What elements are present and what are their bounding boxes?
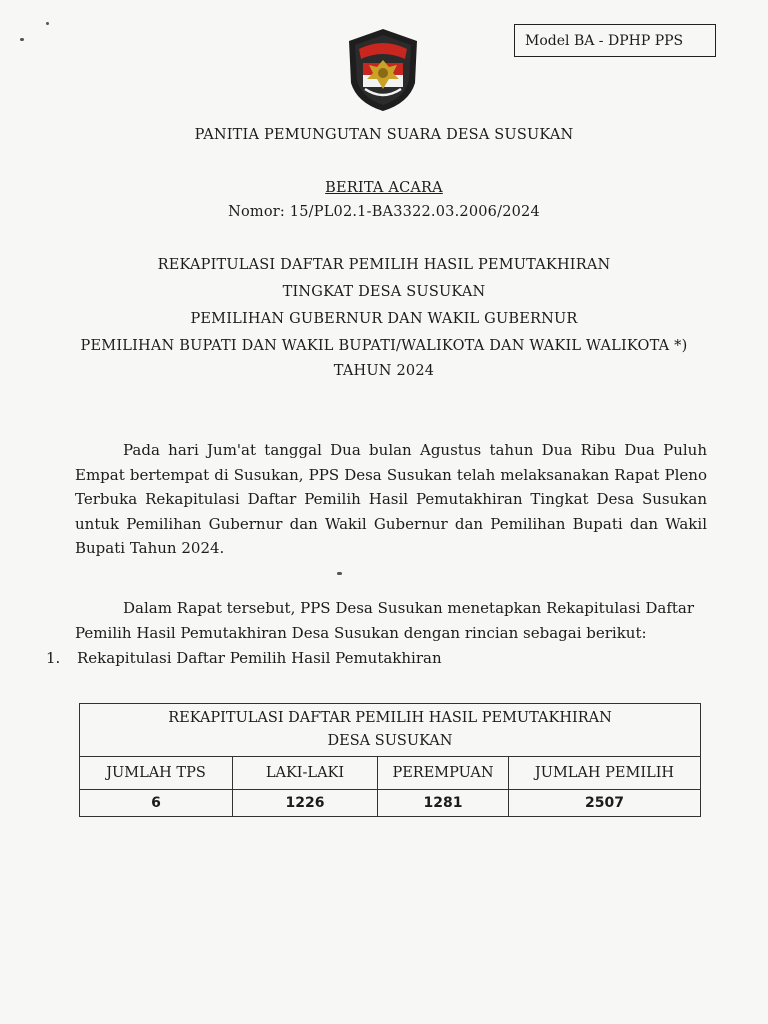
doc-type-wrap: [0, 180, 768, 196]
subject-line-4: PEMILIHAN BUPATI DAN WAKIL BUPATI/WALIKOTA DAN WAKIL WALIKOTA *): [80, 338, 688, 354]
model-label: Model BA - DPHP PPS: [525, 32, 684, 49]
header-laki-laki: LAKI-LAKI: [233, 757, 378, 790]
value-jumlah-pemilih: 2507: [509, 790, 701, 817]
table-title-line-1: REKAPITULASI DAFTAR PEMILIH HASIL PEMUTAKHIRAN: [168, 710, 612, 726]
table-title-row: [80, 704, 701, 757]
kpu-logo-icon: [343, 27, 423, 113]
subject-line-5: TAHUN 2024: [333, 363, 435, 379]
subject-line-3: PEMILIHAN GUBERNUR DAN WAKIL GUBERNUR: [190, 311, 578, 327]
table-row: [80, 790, 701, 817]
header-jumlah-pemilih: JUMLAH PEMILIH: [509, 757, 701, 790]
table-title: [80, 704, 701, 757]
doc-type-title: BERITA ACARA: [325, 180, 443, 196]
list-item-number: 1.: [46, 649, 61, 667]
document-number: Nomor: 15/PL02.1-BA3322.03.2006/2024: [228, 204, 540, 220]
value-laki-laki: 1226: [233, 790, 378, 817]
subject-line-2: TINGKAT DESA SUSUKAN: [282, 284, 486, 300]
opening-paragraph: Pada hari Jum'at tanggal Dua bulan Agustus tahun Dua Ribu Dua Puluh Empat bertempat di Susukan, PPS Desa Susukan telah melaksanakan Rapat Pleno Terbuka Rekapitulasi Daftar Pemilih Hasil Pemutakhiran Tingkat Desa Susukan untuk Pemilihan Gubernur dan Wakil Gubernur dan Pemilihan Bupati dan Wakil Bupati Tahun 2024.: [75, 441, 707, 557]
model-label-box: [514, 24, 716, 57]
scan-speck: [337, 572, 342, 575]
table-title-line-2: DESA SUSUKAN: [327, 733, 453, 749]
committee-title: PANITIA PEMUNGUTAN SUARA DESA SUSUKAN: [194, 127, 574, 143]
scan-speck: [20, 38, 24, 41]
subject-line-1: REKAPITULASI DAFTAR PEMILIH HASIL PEMUTAKHIRAN: [157, 257, 611, 273]
voter-recap-table: [79, 703, 701, 817]
value-perempuan: 1281: [378, 790, 509, 817]
scan-speck: [46, 22, 49, 25]
table-header-row: [80, 757, 701, 790]
header-perempuan: PEREMPUAN: [378, 757, 509, 790]
value-jumlah-tps: 6: [80, 790, 233, 817]
meeting-paragraph: Dalam Rapat tersebut, PPS Desa Susukan menetapkan Rekapitulasi Daftar Pemilih Hasil Pemutakhiran Desa Susukan dengan rincian sebagai berikut:: [75, 599, 695, 642]
list-item-text: Rekapitulasi Daftar Pemilih Hasil Pemutakhiran: [77, 649, 442, 667]
header-jumlah-tps: JUMLAH TPS: [80, 757, 233, 790]
